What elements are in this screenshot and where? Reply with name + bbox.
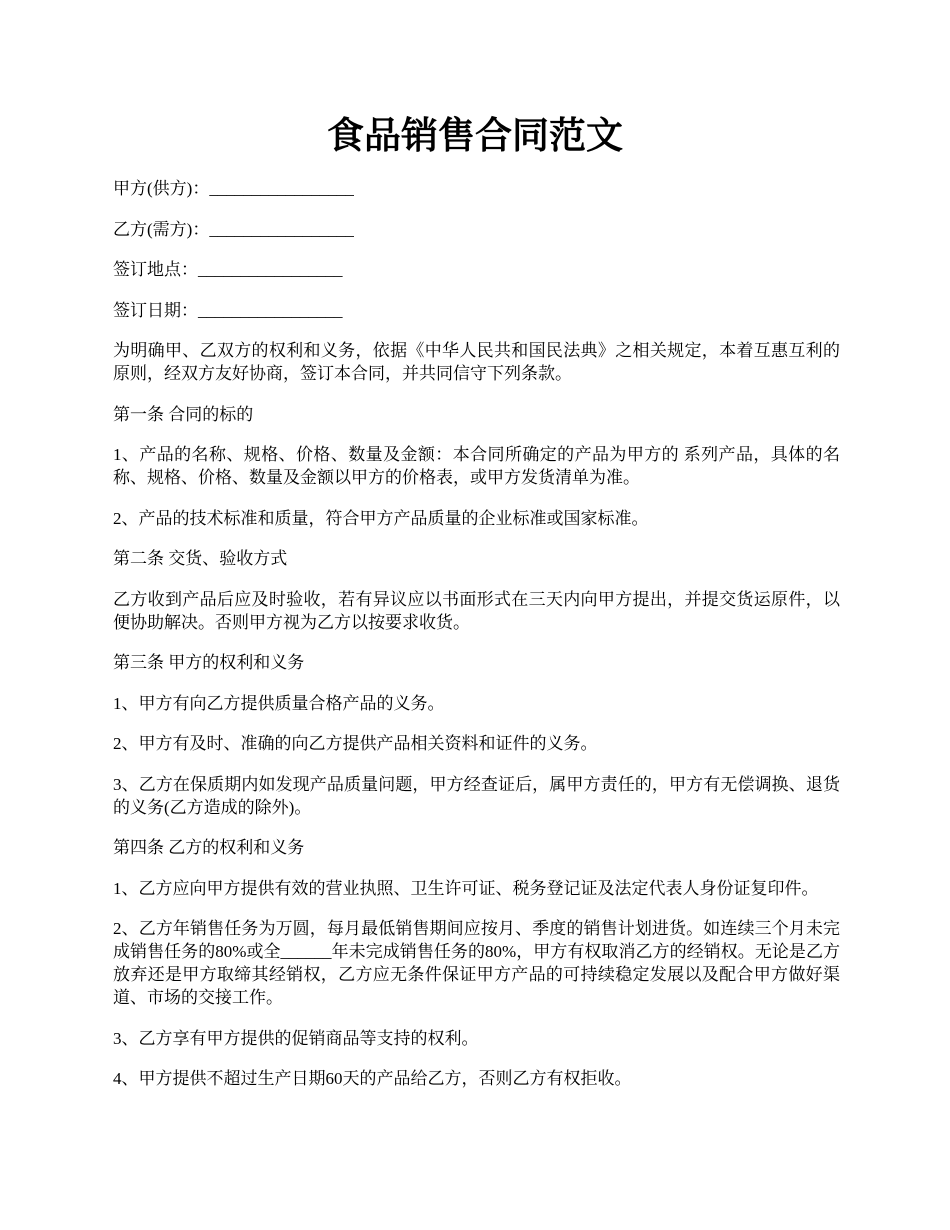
article-heading: 第四条 乙方的权利和义务: [113, 838, 305, 857]
field-sign-date: [113, 299, 840, 322]
field-party-a: [113, 177, 840, 200]
clause-paragraph: 3、乙方享有甲方提供的促销商品等支持的权利。: [113, 1028, 479, 1048]
clause-paragraph: 乙方收到产品后应及时验收，若有异议应以书面形式在三天内向甲方提出，并提交货运原件，以便协助解决。否则甲方视为乙方以按要求收货。: [113, 589, 840, 632]
field-label: 乙方(需方)：: [113, 219, 210, 239]
clause-paragraph: 4、甲方提供不超过生产日期60天的产品给乙方，否则乙方有权拒收。: [113, 1069, 632, 1088]
field-blank: _________________: [198, 260, 343, 279]
field-label: 签订日期：: [113, 300, 198, 320]
clause-paragraph: 3、乙方在保质期内如发现产品质量问题，甲方经查证后，属甲方责任的，甲方有无偿调换、退货的义务(乙方造成的除外)。: [113, 774, 840, 817]
field-sign-place: [113, 258, 840, 281]
article-heading: 第一条 合同的标的: [113, 404, 254, 424]
field-label: 签订地点：: [113, 260, 198, 279]
clause-paragraph: 1、甲方有向乙方提供质量合格产品的义务。: [113, 693, 445, 713]
field-label: 甲方(供方)：: [113, 179, 210, 198]
field-party-b: [113, 218, 840, 241]
document-body: [113, 177, 840, 1108]
field-blank: _________________: [209, 219, 354, 239]
clause-paragraph: 2、乙方年销售任务为万圆，每月最低销售期间应按月、季度的销售计划进货。如连续三个月未完成销售任务的80%或全______年未完成销售任务的80%，甲方有权取消乙方的经销权。无论是乙方放弃还是甲方取缔其经销权，乙方应无条件保证甲方产品的可持续稳定发展以及配合甲方做好渠道、市场的交接工作。: [113, 919, 840, 1007]
article-heading: 第三条 甲方的权利和义务: [113, 653, 305, 672]
preamble-paragraph: 为明确甲、乙双方的权利和义务，依据《中华人民共和国民法典》之相关规定，本着互惠互利的原则，经双方友好协商，签订本合同，并共同信守下列条款。: [113, 341, 840, 383]
article-heading: 第二条 交货、验收方式: [113, 549, 288, 568]
clause-paragraph: 2、产品的技术标准和质量，符合甲方产品质量的企业标准或国家标准。: [113, 508, 649, 528]
clause-paragraph: 1、产品的名称、规格、价格、数量及金额：本合同所确定的产品为甲方的 系列产品，具体的名称、规格、价格、数量及金额以甲方的价格表，或甲方发货清单为准。: [113, 445, 840, 487]
field-blank: _________________: [198, 300, 343, 320]
document-title: 食品销售合同范文: [327, 116, 623, 157]
field-blank: _________________: [209, 179, 354, 198]
clause-paragraph: 2、甲方有及时、准确的向乙方提供产品相关资料和证件的义务。: [113, 734, 598, 753]
clause-paragraph: 1、乙方应向甲方提供有效的营业执照、卫生许可证、税务登记证及法定代表人身份证复印件。: [113, 878, 819, 898]
